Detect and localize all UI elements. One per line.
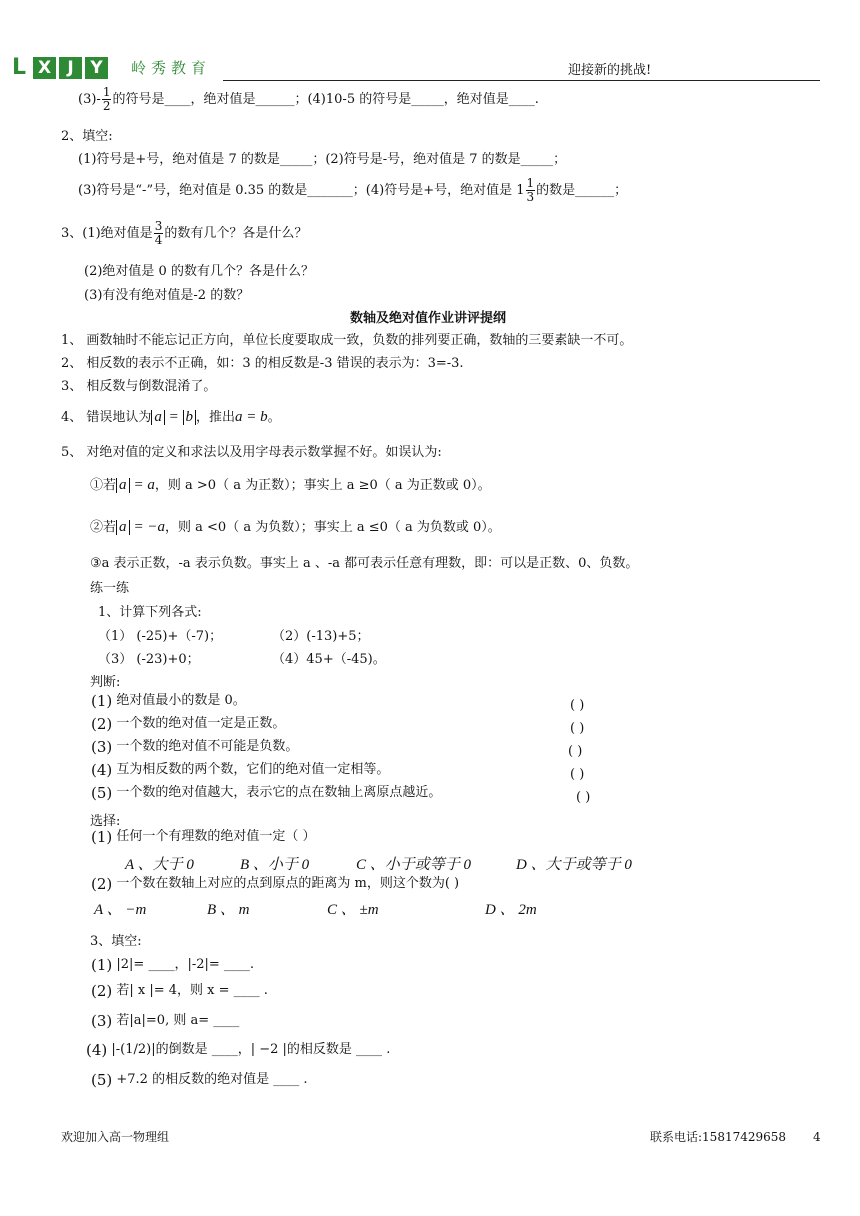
case-2-abs: a [116, 520, 130, 535]
fill-3-text: 若|a|=0, 则 a= ____ [116, 1013, 240, 1028]
case-1-abs: a [116, 478, 130, 493]
fill-title: 3、填空: [90, 934, 142, 949]
fill-2 [91, 984, 268, 999]
outline-item-4-b: ，推出 [196, 410, 236, 425]
q1-frac-den: 2 [102, 99, 111, 113]
outline-item-4-eq: a = b [235, 409, 268, 425]
judge-num: (5) [91, 784, 113, 802]
outline-case-2 [90, 520, 501, 535]
q3-fraction [154, 220, 164, 247]
abs-b: b [183, 410, 197, 425]
fill-5-num: (5) [91, 1071, 113, 1089]
choice-2 [91, 877, 459, 892]
judge-num: (3) [91, 738, 113, 756]
case-1-eq: = a [133, 477, 155, 493]
practice-1-row2-b: （4）45+（-45)。 [272, 652, 386, 667]
fill-1 [91, 958, 254, 973]
q1-fraction [102, 86, 112, 113]
choice-2-option-c: C 、 ±m [327, 902, 379, 918]
judge-text: 一个数的绝对值越大，表示它的点在数轴上离原点越近。 [116, 785, 442, 800]
logo-letter-y: Y [85, 57, 108, 79]
judge-item [91, 740, 298, 755]
judge-num: (1) [91, 692, 113, 710]
header-logo [12, 57, 211, 79]
equals-sign: = [164, 409, 183, 425]
q2-line2 [78, 177, 627, 204]
choice-1 [91, 830, 316, 845]
choice-1-text: 任何一个有理数的绝对值一定（ ） [116, 829, 316, 844]
judge-paren: ( ) [570, 767, 585, 782]
outline-item-4 [61, 410, 281, 425]
case-2-eq: = −a [133, 519, 166, 535]
logo-letter-l: L [12, 55, 27, 80]
case-1-rest: ，则 a >0（ a 为正数）；事实上 a ≥0（ a 为正数或 0）。 [154, 478, 491, 493]
q2-frac-num: 1 [526, 176, 535, 190]
outline-item-4-c: 。 [267, 410, 281, 425]
logo-letter-j: J [59, 57, 82, 79]
choice-title: 选择: [90, 814, 121, 829]
judge-num: (2) [91, 715, 113, 733]
q1-frac-num: 1 [102, 85, 111, 99]
fill-4 [86, 1043, 390, 1058]
q2-title: 2、填空: [61, 129, 113, 144]
q1-rest: 的符号是____，绝对值是______；(4)10-5 的符号是_____，绝对值是____. [112, 92, 539, 107]
judge-item [91, 694, 246, 709]
practice-1-title: 1、计算下列各式: [98, 605, 202, 620]
fill-1-text: |2|= ____，|-2|= ____. [116, 957, 255, 972]
footer-page-number: 4 [813, 1130, 821, 1144]
q2-fraction [526, 177, 536, 204]
choice-2-option-b: B 、 m [207, 902, 250, 918]
judge-item [91, 763, 389, 778]
section-title: 数轴及绝对值作业讲评提纲 [350, 311, 507, 326]
q3-line2: (2)绝对值是 0 的数有几个？各是什么？ [84, 264, 314, 279]
q3-frac-num: 3 [154, 219, 163, 233]
outline-item-1: 1、 画数轴时不能忘记正方向，单位长度要取成一致，负数的排列要正确，数轴的三要素缺一不可。 [61, 333, 633, 348]
footer-left: 欢迎加入高一物理组 [61, 1130, 170, 1144]
outline-item-3: 3、 相反数与倒数混淆了。 [61, 379, 217, 394]
judge-paren: ( ) [570, 721, 585, 736]
fill-2-num: (2) [91, 982, 113, 1000]
choice-1-option-b: B 、小于 0 [240, 857, 310, 873]
judge-text: 一个数的绝对值不可能是负数。 [116, 739, 299, 754]
abs-a: a [151, 410, 165, 425]
choice-2-option-d: D 、 2m [485, 902, 537, 918]
fill-3 [91, 1014, 239, 1029]
practice-title: 练一练 [90, 581, 130, 596]
practice-1-row1-a: （1） (-25)+（-7)； [98, 629, 223, 644]
case-2-lead: ②若 [90, 520, 117, 535]
outline-case-1 [90, 478, 491, 493]
outline-item-4-a: 4、 错误地认为 [61, 410, 152, 425]
judge-text: 一个数的绝对值一定是正数。 [116, 716, 286, 731]
q3-line1 [61, 220, 307, 247]
choice-1-num: (1) [91, 828, 113, 846]
judge-paren: ( ) [576, 790, 591, 805]
case-2-rest: ，则 a <0（ a 为负数）；事实上 a ≤0（ a 为负数或 0）。 [165, 520, 501, 535]
q3-line3: (3)有没有绝对值是-2 的数？ [84, 288, 250, 303]
practice-1-row1-b: （2）(-13)+5； [272, 629, 370, 644]
logo-text: 岭秀教育 [131, 58, 212, 77]
fill-2-text: 若| x |= 4，则 x = ____ . [116, 983, 268, 998]
q3-line1-a: 3、(1)绝对值是 [61, 226, 153, 241]
outline-case-3: ③a 表示正数，-a 表示负数。事实上 a 、-a 都可表示任意有理数，即：可以是正数、0、负数。 [90, 556, 639, 571]
choice-2-text: 一个数在数轴上对应的点到原点的距离为 m，则这个数为( ) [116, 876, 460, 891]
q3-line1-b: 的数有几个？各是什么？ [164, 226, 308, 241]
judge-paren: ( ) [568, 744, 583, 759]
fill-5 [91, 1073, 308, 1088]
choice-1-option-a: A 、大于 0 [125, 857, 194, 873]
judge-text: 绝对值最小的数是 0。 [116, 693, 246, 708]
q2-frac-den: 3 [526, 190, 535, 204]
practice-1-row2-a: （3） (-23)+0； [98, 652, 200, 667]
judge-paren: ( ) [570, 698, 585, 713]
outline-item-2: 2、 相反数的表示不正确，如：3 的相反数是-3 错误的表示为：3=-3. [61, 356, 464, 371]
footer-contact: 联系电话:15817429658 [650, 1130, 787, 1144]
q1-minus: - [96, 92, 101, 107]
choice-1-option-c: C 、小于或等于 0 [356, 857, 472, 873]
fill-4-text: |-(1/2)|的倒数是 ____，| −2 |的相反数是 ____ . [111, 1042, 391, 1057]
fill-5-text: +7.2 的相反数的绝对值是 ____ . [116, 1072, 308, 1087]
case-1-lead: ①若 [90, 478, 117, 493]
judge-num: (4) [91, 761, 113, 779]
choice-1-option-d: D 、大于或等于 0 [516, 857, 632, 873]
q2-line2-a: (3)符号是“-”号，绝对值是 0.35 的数是_______；(4)符号是+号，绝对值是 1 [78, 183, 525, 198]
logo-letter-x: X [33, 57, 56, 79]
outline-item-5: 5、 对绝对值的定义和求法以及用字母表示数掌握不好。如误认为: [61, 445, 442, 460]
choice-2-num: (2) [91, 875, 113, 893]
header-slogan: 迎接新的挑战! [568, 63, 652, 78]
choice-2-option-a: A 、 −m [94, 902, 147, 918]
q1-prefix: (3) [78, 92, 97, 107]
fill-4-num: (4) [86, 1041, 108, 1059]
fill-1-num: (1) [91, 956, 113, 974]
judge-item [91, 717, 285, 732]
judge-title: 判断: [90, 675, 121, 690]
header-rule [223, 80, 820, 81]
fill-3-num: (3) [91, 1012, 113, 1030]
q3-frac-den: 4 [154, 233, 163, 247]
q2-line2-b: 的数是______； [536, 183, 628, 198]
judge-item [91, 786, 441, 801]
q2-line1: (1)符号是+号，绝对值是 7 的数是_____；(2)符号是-号，绝对值是 7 的数是_____； [78, 152, 567, 167]
judge-text: 互为相反数的两个数，它们的绝对值一定相等。 [116, 762, 390, 777]
q1-line [78, 86, 539, 113]
